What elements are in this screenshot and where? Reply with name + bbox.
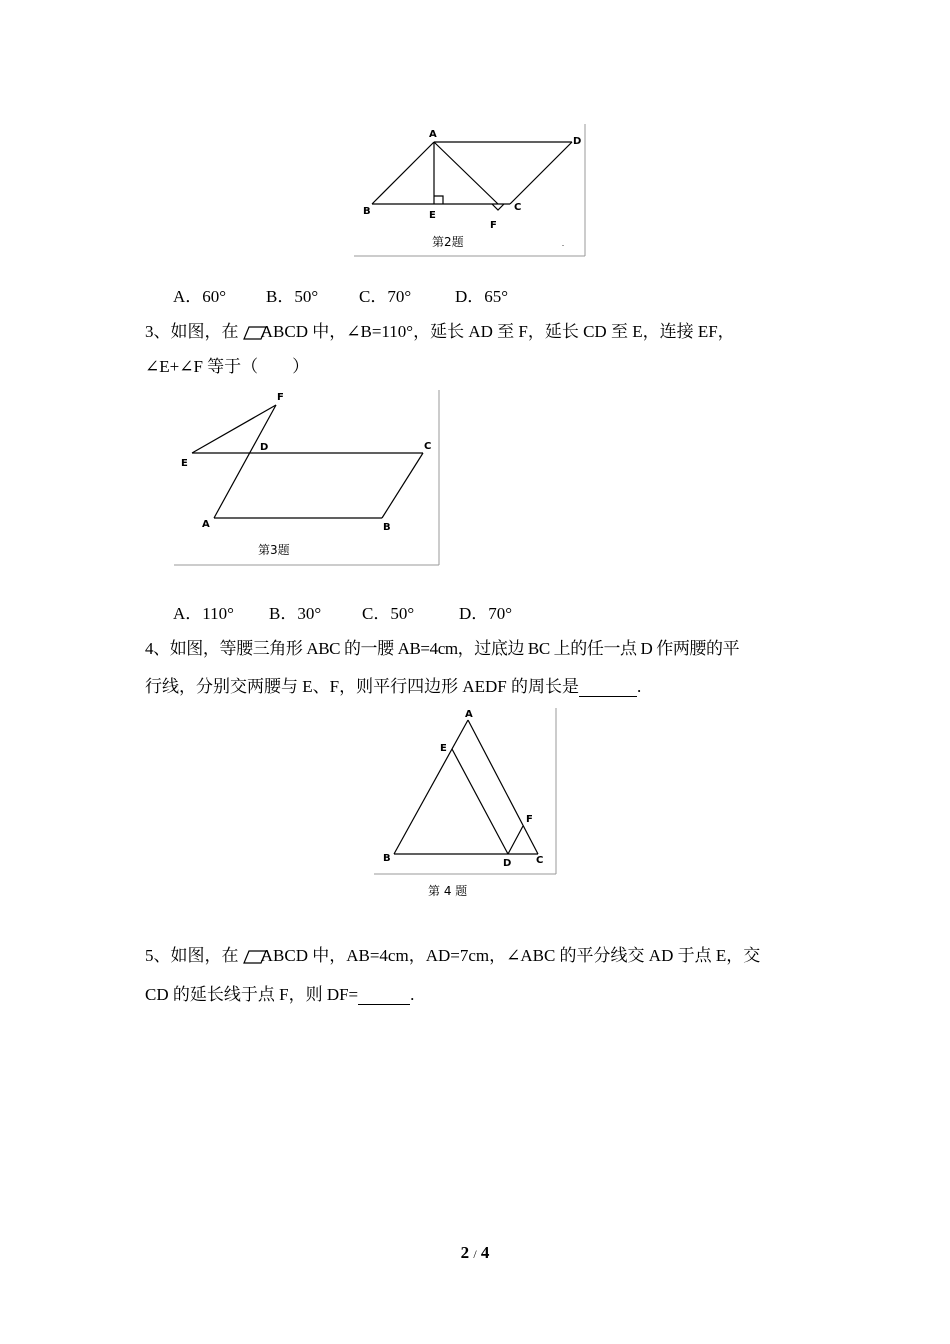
- q3-option-d: D．70°: [459, 604, 513, 623]
- fig2-label-c: C: [514, 202, 522, 213]
- q4-line2: [145, 677, 641, 697]
- fig3-label-c: C: [424, 441, 432, 452]
- q3-line1: [145, 322, 735, 342]
- fig2-label-a: A: [429, 129, 437, 140]
- fig3-caption: 第3题: [258, 543, 290, 557]
- q2-options: [173, 287, 508, 307]
- q2-option-b: B．50°: [266, 287, 319, 306]
- fig4-label-c: C: [536, 855, 544, 866]
- q2-option-c: C．70°: [359, 287, 412, 306]
- fig4-label-f: F: [526, 814, 533, 825]
- q5-line2: [145, 985, 414, 1005]
- q4-line2-end: .: [636, 677, 642, 696]
- fig4-label-e: E: [440, 743, 447, 754]
- fig2-label-e: E: [429, 210, 436, 221]
- q3-options: [173, 604, 512, 624]
- q5-text-a: ABCD 中，AB=4cm，AD=7cm，∠ABC 的平分线交 AD 于点 E，交: [260, 946, 761, 965]
- fig2-label-d: D: [573, 136, 582, 147]
- q5-line2-end: .: [410, 985, 415, 1004]
- fig4-label-d: D: [503, 858, 512, 869]
- q3-line2: ∠E+∠F 等于（ ）: [145, 357, 310, 376]
- q2-option-a: A．60°: [173, 287, 227, 306]
- figure-q3: [172, 388, 442, 568]
- page-current: 2: [460, 1243, 470, 1262]
- q3-number: 3、如图，在: [145, 322, 239, 341]
- q2-option-d: D．65°: [455, 287, 509, 306]
- q3-option-a: A．110°: [173, 604, 234, 623]
- figure-q2: [352, 122, 588, 258]
- q3-option-b: B．30°: [269, 604, 322, 623]
- figure-q4: [372, 706, 560, 906]
- fig4-label-a: A: [465, 709, 473, 720]
- q5-line2-text: CD 的延长线于点 F，则 DF=: [145, 985, 359, 1004]
- svg-text:.: .: [562, 239, 564, 248]
- fig4-label-b: B: [383, 853, 391, 864]
- q3-option-c: C．50°: [362, 604, 415, 623]
- fig2-label-f: F: [490, 220, 497, 231]
- q5-line1: [145, 946, 760, 966]
- page-number: [0, 1243, 950, 1263]
- fig3-label-e: E: [181, 458, 188, 469]
- fig3-label-d: D: [260, 442, 269, 453]
- fig3-label-a: A: [202, 519, 210, 530]
- q5-number: 5、如图，在: [145, 946, 239, 965]
- q5-answer-blank[interactable]: [358, 988, 410, 1005]
- fig3-label-f: F: [277, 392, 284, 403]
- fig4-caption: 第 4 题: [428, 884, 468, 898]
- q4-line2-text: 行线，分别交两腰与 E、F，则平行四边形 AEDF 的周长是: [145, 677, 579, 696]
- q3-text-a: ABCD 中，∠B=110°，延长 AD 至 F，延长 CD 至 E，连接 EF，: [260, 322, 735, 341]
- page-separator: /: [473, 1247, 477, 1261]
- q4-line1: 4、如图，等腰三角形 ABC 的一腰 AB=4cm，过底边 BC 上的任一点 D 作两腰的平: [145, 639, 740, 658]
- q4-answer-blank[interactable]: [579, 680, 637, 697]
- fig2-caption: 第2题: [432, 235, 464, 249]
- fig2-label-b: B: [363, 206, 371, 217]
- fig3-label-b: B: [383, 522, 391, 533]
- page-total: 4: [480, 1243, 490, 1262]
